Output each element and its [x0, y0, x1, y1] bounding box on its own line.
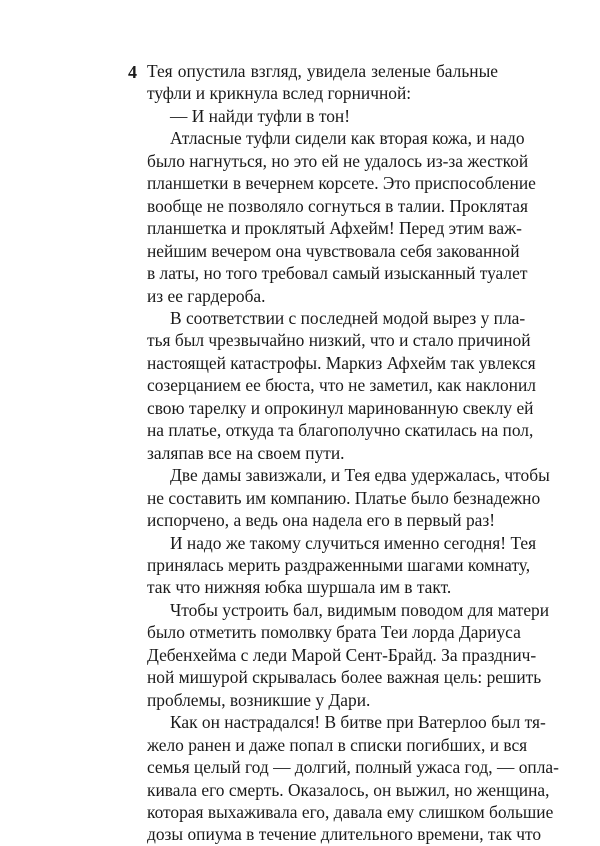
text-line: настоящей катастрофы. Маркиз Афхейм так увлекся [147, 352, 536, 373]
text-line: так что нижняя юбка шуршала им в такт. [147, 577, 452, 598]
text-line: Две дамы завизжали, и Тея едва удержалась, чтобы [170, 465, 550, 486]
text-line: Как он настрадался! В битве при Ватерлоо был тя- [170, 712, 546, 733]
text-line: жело ранен и даже попал в списки погибших, и вся [147, 734, 528, 755]
paragraph [147, 711, 559, 846]
text-line: семья целый год — долгий, полный ужаса год, — опла- [147, 757, 559, 778]
text-line: — И найди туфли в тон! [170, 105, 351, 126]
text-line: ной мишурой скрывалась более важная цель: решить [147, 667, 542, 688]
text-line: Чтобы устроить бал, видимым поводом для матери [170, 599, 550, 620]
text-line: которая выхаживала его, давала ему слишком большие [147, 801, 554, 822]
text-line: дозы опиума в течение длительного времени, так что [147, 824, 542, 845]
text-line: было отметить помолвку брата Теи лорда Дариуса [147, 622, 521, 643]
paragraph [147, 60, 498, 105]
text-line: было нагнуться, но это ей не удалось из-за жесткой [147, 150, 529, 171]
paragraph [147, 464, 550, 531]
text-line: проблемы, возникшие у Дари. [147, 689, 371, 710]
text-line: принялась мерить раздраженными шагами комнату, [147, 554, 531, 575]
text-line: свою тарелку и опрокинул маринованную свеклу ей [147, 397, 534, 418]
paragraph [147, 532, 537, 599]
text-line: не составить им компанию. Платье было безнадежно [147, 487, 541, 508]
text-line: нейшим вечером она чувствовала себя закованной [147, 240, 520, 261]
text-line: планшетки в вечернем корсете. Это приспособление [147, 173, 536, 194]
text-line: на платье, откуда та благополучно скатилась на пол, [147, 420, 534, 441]
text-line: испорчено, а ведь она надела его в первый раз! [147, 510, 496, 531]
text-line: И надо же такому случиться именно сегодня! Тея [170, 532, 537, 553]
text-line: туфли и крикнула вслед горничной: [147, 83, 412, 104]
text-line: вообще не позволяло согнуться в талии. Проклятая [147, 195, 528, 216]
paragraph [147, 307, 536, 464]
paragraph [147, 599, 550, 711]
dialogue-paragraph [147, 105, 498, 127]
text-line: кивала его смерть. Оказалось, он выжил, но женщина, [147, 779, 550, 800]
page-body-text [147, 60, 559, 846]
text-line: планшетка и проклятый Афхейм! Перед этим важ- [147, 218, 522, 239]
text-line: заляпав все на своем пути. [147, 442, 345, 463]
text-line: Тея опустила взгляд, увидела зеленые бальные [147, 61, 498, 81]
text-line: в латы, но того требовал самый изысканный туалет [147, 263, 528, 284]
text-line: из ее гардероба. [147, 285, 266, 306]
text-line: Атласные туфли сидели как вторая кожа, и надо [170, 128, 525, 149]
text-line: тья был чрезвычайно низкий, что и стало причиной [147, 330, 531, 351]
text-line: Дебенхейма с леди Марой Сент-Брайд. За празднич- [147, 644, 537, 665]
text-line: В соответствии с последней модой вырез у пла- [170, 307, 526, 328]
paragraph [147, 127, 536, 307]
text-line: созерцанием ее бюста, что не заметил, как наклонил [147, 375, 536, 396]
page-number: 4 [128, 62, 137, 82]
